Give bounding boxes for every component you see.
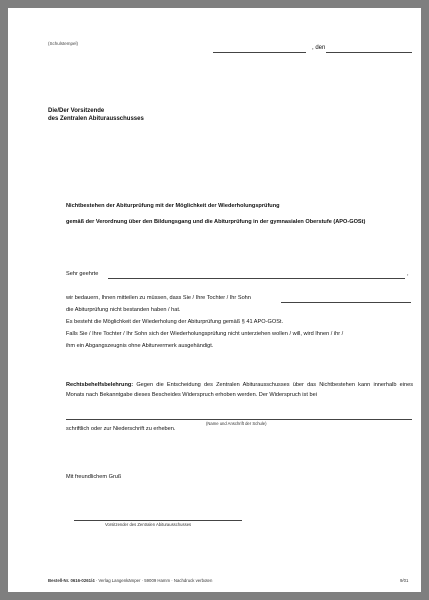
- salutation-prefix: Sehr geehrte: [66, 271, 99, 277]
- place-field-line[interactable]: [213, 52, 306, 53]
- signature-line[interactable]: [74, 520, 242, 521]
- legal-paragraph: [66, 381, 413, 400]
- salutation-comma: ,: [407, 271, 409, 277]
- salutation-name-line[interactable]: [108, 278, 405, 279]
- document-page: [8, 8, 421, 592]
- body-line-5: ihm ein Abgangszeugnis ohne Abiturvermerk ausgehändigt.: [66, 343, 214, 349]
- signature-caption: Vorsitzender des Zentralen Abiturausschusses: [105, 522, 192, 527]
- date-label: , den: [312, 45, 326, 51]
- order-number: Bestell-Nr. 0616-0261/4: [48, 578, 95, 583]
- subject-line-1: Nichtbestehen der Abiturprüfung mit der Möglichkeit der Wiederholungsprüfung: [66, 203, 280, 209]
- body-line-2: die Abiturprüfung nicht bestanden haben / hat.: [66, 307, 181, 313]
- school-address-line[interactable]: [66, 419, 412, 420]
- student-name-line[interactable]: [281, 302, 411, 303]
- school-address-caption: (Name und Anschrift der Schule): [206, 421, 267, 426]
- subject-line-2: gemäß der Verordnung über den Bildungsgang und die Abiturprüfung in der gymnasialen Oberstufe (APO-GOSt): [66, 219, 366, 225]
- recipient-line-1: Die/Der Vorsitzende: [48, 108, 105, 114]
- legal-label: Rechtsbehelfsbelehrung:: [66, 382, 134, 388]
- body-line-3: Es besteht die Möglichkeit der Wiederholung der Abiturprüfung gemäß § 41 APO-GOSt.: [66, 319, 284, 325]
- date-field-line[interactable]: [326, 52, 412, 53]
- publisher-info: · Verlag Langenkämper · 59009 Hamm · Nachdruck verboten: [94, 578, 213, 583]
- closing-greeting: Mit freundlichem Gruß: [66, 474, 122, 480]
- form-code: 9/01: [400, 578, 409, 583]
- school-stamp-label: (Schulstempel): [48, 41, 79, 46]
- body-line-4: Falls Sie / Ihre Tochter / Ihr Sohn sich der Wiederholungsprüfung nicht unterziehen wollen / will, wird Ihnen / ihr /: [66, 331, 344, 337]
- recipient-line-2: des Zentralen Abiturausschusses: [48, 116, 144, 122]
- footer-text: [48, 578, 212, 583]
- legal-after-text: schriftlich oder zur Niederschrift zu erheben.: [66, 426, 176, 432]
- body-line-1: wir bedauern, Ihnen mitteilen zu müssen, dass Sie / Ihre Tochter / Ihr Sohn: [66, 295, 251, 301]
- legal-text: Gegen die Entscheidung des Zentralen Abiturausschusses über das Nichtbestehen kann innerhalb eines Monats nach Bekanntgabe dieses Bescheides Widerspruch erhoben werden. Der Widerspruch ist bei: [66, 382, 413, 398]
